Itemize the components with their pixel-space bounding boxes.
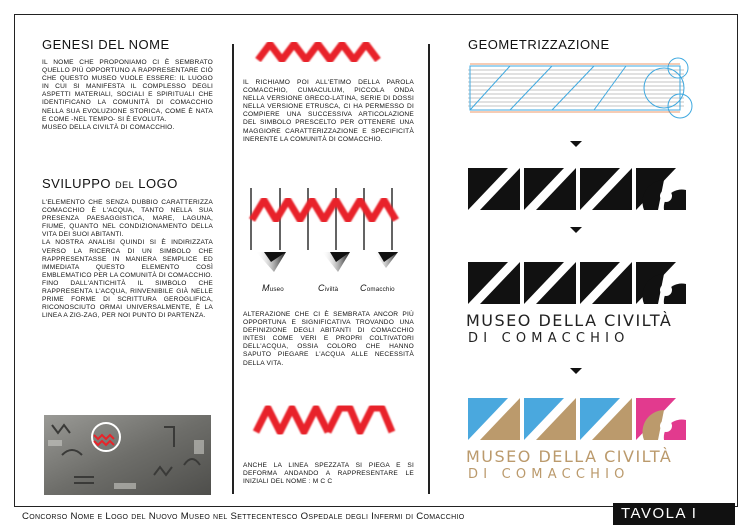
sviluppo-paragraph-3: FINO DALL'ANTICHITÀ IL SIMBOLO CHE RAPPRESENTA L'ACQUA, RINVENIBILE GIÀ NELLE PRIME FORME DI SCRITTURA GEROGLIFICA, RICONOSCIUTO ORMAI UNIVERSALMENTE, È LA LINEA A ZIG-ZAG, PER NOI PUNTO DI PARTENZA. [42, 279, 213, 320]
mcc-red-symbol [250, 396, 410, 442]
step-arrow-1 [570, 141, 582, 147]
etymology-text: IL RICHIAMO POI ALL'ETIMO DELLA PAROLA COMACCHIO, CUMACULUM, PICCOLA ONDA NELLA VERSIONE GRECO-LATINA, SERIE DI DOSSI NELLA VERSIONE ETRUSCA, CI HA PERMESSO DI COMPIERE UNA SUCCESSIVA ARTICOLAZIONE DEL SIMBOLO PRESCELTO PER OTTENERE UNA MAGGIORE CARATTERIZZAZIONE E SPECIFICITÀ INERENTE LA COMUNITÀ DI COMACCHIO. [243, 79, 414, 143]
caption-civilta-initial: C [318, 283, 325, 293]
heading-geometrizzazione: GEOMETRIZZAZIONE [468, 37, 610, 52]
step-arrow-2 [570, 227, 582, 233]
sviluppo-text [42, 199, 213, 320]
caption-museo-initial: M [262, 283, 270, 293]
caption-museo [262, 283, 284, 293]
zigzag-deformation-diagram [238, 178, 418, 298]
hieroglyph-photo [44, 415, 211, 495]
caption-comacchio [360, 283, 395, 293]
tavola-label: TAVOLA I [613, 503, 735, 525]
alteration-text: ALTERAZIONE CHE CI È SEMBRATA ANCOR PIÙ OPPORTUNA E SIGNIFICATIVA TROVANDO UNA DEFINIZIONE DEGLI ABITANTI DI COMACCHIO INTESI COME VERI E PROPRI COLTIVATORI DELL'ACQUA, OSSIA COLORO CHE HANNO SAPUTO PIEGARE L'ACQUA ALLE NECESSITÀ DELLA VITA. [243, 311, 414, 367]
sviluppo-paragraph-2: LA NOSTRA ANALISI QUINDI SI È INDIRIZZATA VERSO LA RICERCA DI UN SIMBOLO CHE RAPPRESENTASSE IN MANIERA SEMPLICE ED IMMEDIATA QUESTO ELEMENTO COSÌ EMBLEMATICO PER LA COMUNITÀ DI COMACCHIO. [42, 239, 213, 279]
caption-museo-rest: useo [269, 286, 284, 293]
genesi-paragraph: IL NOME CHE PROPONIAMO CI È SEMBRATO QUELLO PIÙ OPPORTUNO A RAPPRESENTARE CIÒ CHE QUESTO MUSEO VUOLE ESSERE: IL LUOGO IN CUI SI MANIFESTA IL COMPLESSO DEGLI ASPETTI MATERIALI, SOCIALI E SPIRITUALI CHE IDENTIFICANO LA COMUNITÀ DI COMACCHIO NELLA SUA EVOLUZIONE STORICA, COME È NATA E COME -NEL TEMPO- SI È EVOLUTA. [42, 59, 213, 123]
caption-comacchio-rest: omacchio [366, 286, 395, 293]
logo-title-line2: DI COMACCHIO [468, 331, 630, 346]
step-arrow-3 [570, 368, 582, 374]
caption-civilta [318, 283, 338, 293]
sviluppo-paragraph-1: L'ELEMENTO CHE SENZA DUBBIO CARATTERIZZA COMACCHIO È L'ACQUA, TANTO NELLA SUA PRESENZA PAESAGGISTICA, MARE, LAGUNA, FIUME, QUANTO NEL CONDIZIONAMENTO DELLA VITA DEI SUOI ABITANTI. [42, 199, 213, 239]
black-logo-symbol-2 [468, 262, 692, 304]
column-divider-right [428, 44, 430, 494]
footer-title: Concorso Nome e Logo del Nuovo Museo nel Settecentesco Ospedale degli Infermi di Comacchio [22, 511, 465, 522]
red-zigzag-symbol [254, 36, 382, 68]
color-logo-title-line2: DI COMACCHIO [468, 467, 630, 482]
black-logo-symbol [468, 168, 692, 210]
color-logo-symbol [468, 398, 692, 440]
column-divider-left [232, 44, 234, 494]
caption-comacchio-initial: C [360, 283, 367, 293]
logo-title-line1: MUSEO DELLA CIVILTÀ [466, 311, 673, 330]
caption-civilta-rest: iviltà [324, 286, 339, 293]
geometric-construction-logo [466, 56, 696, 122]
mcc-text: ANCHE LA LINEA SPEZZATA SI PIEGA E SI DEFORMA ANDANDO A RAPPRESENTARE LE INIZIALI DEL NOME : M C C [243, 462, 414, 486]
heading-genesi: GENESI DEL NOME [42, 37, 170, 52]
genesi-text [42, 59, 213, 132]
heading-sviluppo: SVILUPPO del LOGO [42, 176, 178, 191]
genesi-museum-name: MUSEO DELLA CIVILTÀ DI COMACCHIO. [42, 123, 175, 131]
color-logo-title-line1: MUSEO DELLA CIVILTÀ [466, 447, 673, 466]
